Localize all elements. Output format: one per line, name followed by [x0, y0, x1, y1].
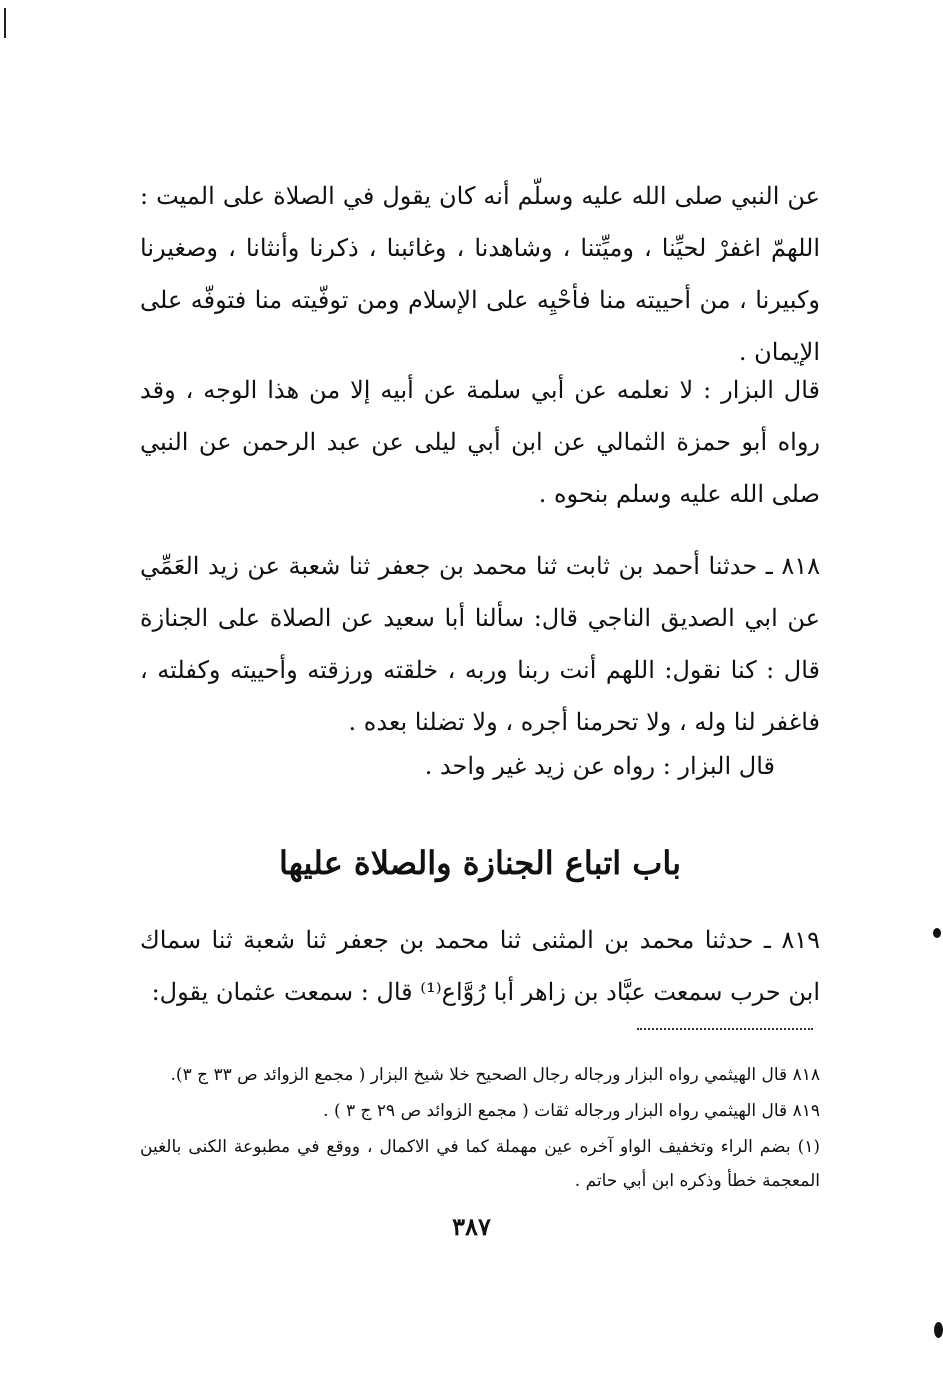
- hadith-818-block: [140, 540, 820, 748]
- paragraph-bazzar-comment: [140, 364, 820, 520]
- hadith-818-note-block: [140, 740, 775, 792]
- page-number: ٣٨٧: [452, 1212, 491, 1241]
- footnote-818: ٨١٨ قال الهيثمي رواه البزار ورجاله رجال الصحيح خلا شيخ البزار ( مجمع الزوائد ص ٣٣ ج ٣).: [170, 1065, 820, 1085]
- hadith-818: ٨١٨ ـ حدثنا أحمد بن ثابت ثنا محمد بن جعفر ثنا شعبة عن زيد العَمِّي عن ابي الصديق الناجي قال: سألنا أبا سعيد عن الصلاة على الجنازة قال : كنا نقول: اللهم أنت ربنا وربه ، خلقته ورزقته وأحييته وكفلته ، فاغفر لنا وله ، ولا تحرمنا أجره ، ولا تضلنا بعده .: [140, 552, 821, 736]
- paragraph-prayer-text: [140, 170, 820, 378]
- chapter-heading: باب اتباع الجنازة والصلاة عليها: [278, 844, 682, 882]
- scan-edge-mark: [4, 8, 6, 38]
- paragraph-1: عن النبي صلى الله عليه وسلّم أنه كان يقول في الصلاة على الميت : اللهمّ اغفرْ لحيِّنا ، وميِّتنا ، وشاهدنا ، وغائبنا ، ذكرنا وأنثانا ، وصغيرنا وكبيرنا ، من أحييته منا فأحْيِه على الإسلام ومن توفّيته منا فتوفّه على الإيمان .: [140, 182, 821, 366]
- hadith-818-note: قال البزار : رواه عن زيد غير واحد .: [424, 752, 775, 780]
- hadith-819: ٨١٩ ـ حدثنا محمد بن المثنى ثنا محمد بن جعفر ثنا شعبة ثنا سماك ابن حرب سمعت عبَّاد بن زاهر أبا رُوَّاع⁽¹⁾ قال : سمعت عثمان يقول:: [140, 926, 820, 1006]
- paragraph-2: قال البزار : لا نعلمه عن أبي سلمة عن أبيه إلا من هذا الوجه ، وقد رواه أبو حمزة الثمالي عن ابن أبي ليلى عن عبد الرحمن عن النبي صلى الله عليه وسلم بنحوه .: [140, 376, 820, 508]
- scan-speck: [933, 928, 941, 938]
- footnote-separator: [637, 1028, 813, 1030]
- footnote-819: ٨١٩ قال الهيثمي رواه البزار ورجاله ثقات ( مجمع الزوائد ص ٢٩ ج ٣ ) .: [323, 1101, 820, 1121]
- hadith-819-block: [140, 914, 820, 1018]
- footnote-1: (١) بضم الراء وتخفيف الواو آخره عين مهملة كما في الاكمال ، ووقع في مطبوعة الكنى بالغين المعجمة خطأ وذكره ابن أبي حاتم .: [140, 1137, 820, 1191]
- scan-speck: [934, 1322, 943, 1338]
